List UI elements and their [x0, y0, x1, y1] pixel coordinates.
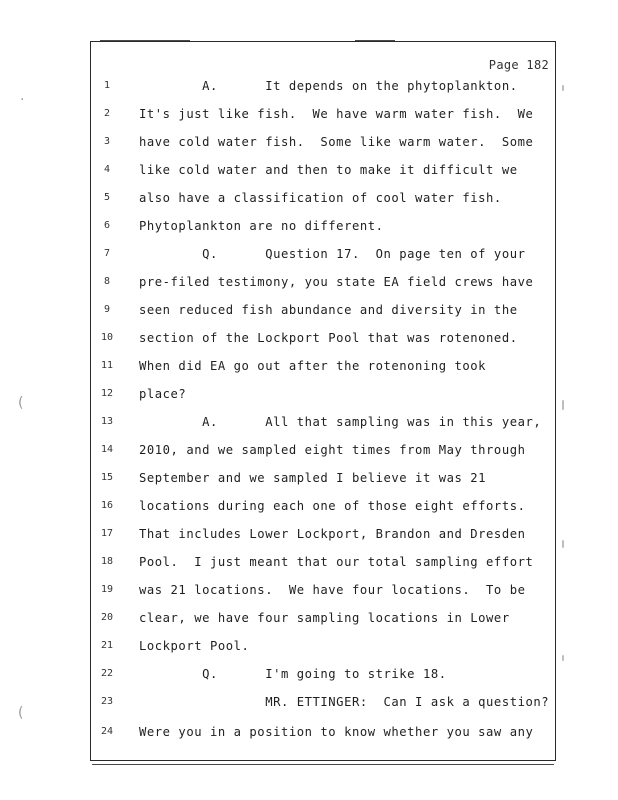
transcript-line: 2010, and we sampled eight times from May through — [139, 443, 526, 457]
transcript-line: like cold water and then to make it difficult we — [139, 163, 518, 177]
transcript-line: MR. ETTINGER: Can I ask a question? — [139, 695, 550, 709]
right-margin-mark — [562, 400, 564, 410]
transcript-line: Pool. I just meant that our total sampling effort — [139, 555, 534, 569]
transcript-line: Were you in a position to know whether you saw any — [139, 725, 534, 739]
transcript-line: section of the Lockport Pool that was rotenoned. — [139, 331, 518, 345]
transcript-line: was 21 locations. We have four locations. To be — [139, 583, 526, 597]
right-margin-mark — [562, 85, 564, 91]
line-number: 15 — [100, 472, 114, 483]
transcript-line: Q. I'm going to strike 18. — [139, 667, 447, 681]
line-number: 16 — [100, 500, 114, 511]
transcript-line: place? — [139, 387, 187, 401]
line-number: 17 — [100, 528, 114, 539]
line-number: 2 — [103, 108, 111, 119]
left-margin-speck: ( — [18, 395, 24, 411]
line-number: 3 — [103, 136, 111, 147]
transcript-line: seen reduced fish abundance and diversity in the — [139, 303, 518, 317]
line-number: 4 — [103, 164, 111, 175]
line-number: 7 — [103, 248, 111, 259]
transcript-page-frame — [90, 41, 556, 761]
transcript-line: That includes Lower Lockport, Brandon and Dresden — [139, 527, 526, 541]
line-number: 8 — [103, 276, 111, 287]
line-number: 20 — [100, 612, 114, 623]
bottom-scan-rule — [92, 764, 554, 765]
transcript-line: clear, we have four sampling locations in Lower — [139, 611, 510, 625]
transcript-line: have cold water fish. Some like warm water. Some — [139, 135, 534, 149]
transcript-line: When did EA go out after the rotenoning took — [139, 359, 487, 373]
page-number: Page 182 — [488, 58, 549, 72]
line-number: 10 — [100, 332, 114, 343]
line-number: 1 — [103, 80, 111, 91]
right-margin-mark — [562, 540, 564, 548]
right-margin-mark — [562, 655, 564, 661]
line-number: 22 — [100, 668, 114, 679]
line-number: 18 — [100, 556, 114, 567]
transcript-line: pre-filed testimony, you state EA field crews have — [139, 275, 534, 289]
transcript-line: Phytoplankton are no different. — [139, 219, 384, 233]
line-number: 5 — [103, 192, 111, 203]
line-number: 23 — [100, 696, 114, 707]
transcript-line: also have a classification of cool water fish. — [139, 191, 502, 205]
line-number: 6 — [103, 220, 111, 231]
transcript-line: A. All that sampling was in this year, — [139, 415, 542, 429]
line-number: 12 — [100, 388, 114, 399]
left-margin-speck: ( — [18, 705, 24, 721]
transcript-line: A. It depends on the phytoplankton. — [139, 79, 518, 93]
line-number: 9 — [103, 304, 111, 315]
line-number: 14 — [100, 444, 114, 455]
line-number: 19 — [100, 584, 114, 595]
transcript-line: locations during each one of those eight efforts. — [139, 499, 526, 513]
line-number: 24 — [100, 726, 114, 737]
line-number: 13 — [100, 416, 114, 427]
left-margin-speck: · — [20, 92, 25, 108]
line-number: 21 — [100, 640, 114, 651]
line-number: 11 — [100, 360, 114, 371]
transcript-line: Q. Question 17. On page ten of your — [139, 247, 526, 261]
transcript-line: Lockport Pool. — [139, 639, 250, 653]
transcript-line: It's just like fish. We have warm water fish. We — [139, 107, 534, 121]
transcript-line: September and we sampled I believe it was 21 — [139, 471, 487, 485]
